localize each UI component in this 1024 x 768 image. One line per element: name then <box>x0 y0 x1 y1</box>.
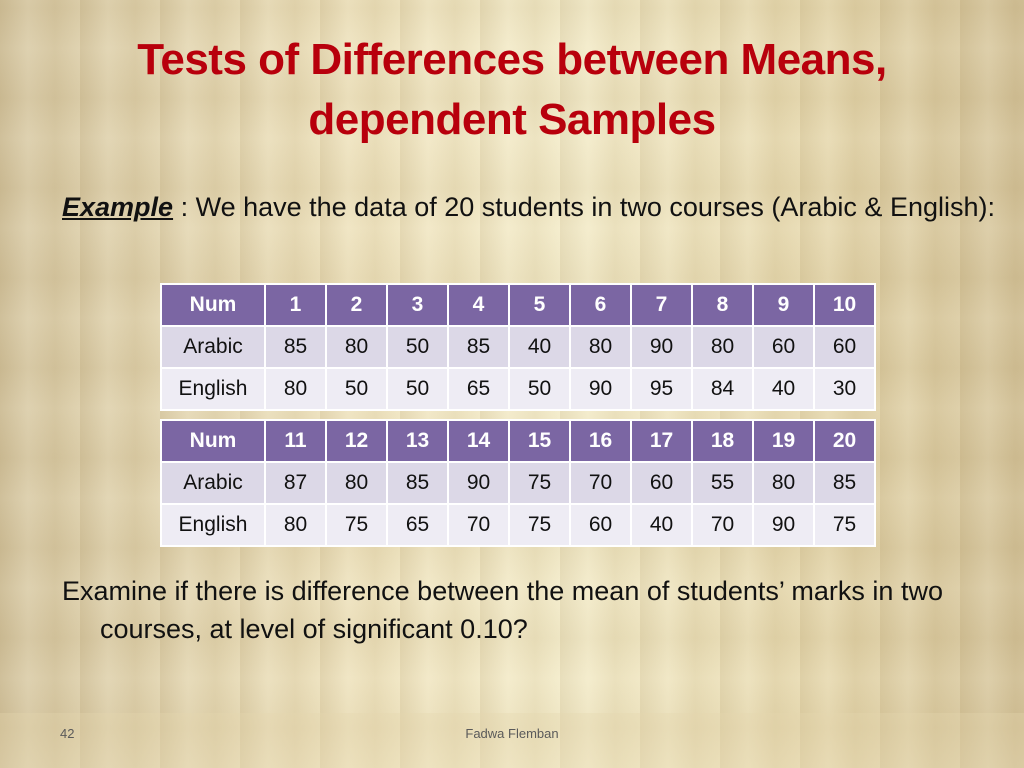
table-cell: 80 <box>570 326 631 368</box>
table-header-cell: 12 <box>326 420 387 462</box>
table-cell: 50 <box>509 368 570 410</box>
example-text: : We have the data of 20 students in two courses (Arabic & English): <box>173 192 995 222</box>
table-cell: 60 <box>753 326 814 368</box>
table-cell: 87 <box>265 462 326 504</box>
table-cell: 85 <box>448 326 509 368</box>
example-label: Example <box>62 192 174 222</box>
question-text: Examine if there is difference between the mean of students’ marks in two courses, at level of significant 0.10? <box>62 576 943 644</box>
table-cell: 80 <box>265 368 326 410</box>
table-cell: 80 <box>753 462 814 504</box>
table-row-english <box>161 504 875 546</box>
table-header-cell: 17 <box>631 420 692 462</box>
table-header-cell: 19 <box>753 420 814 462</box>
table-cell: 65 <box>387 504 448 546</box>
table-cell: 90 <box>631 326 692 368</box>
table-cell: 75 <box>326 504 387 546</box>
table-header-cell: Num <box>161 284 265 326</box>
table-header-cell: 14 <box>448 420 509 462</box>
table-header-cell: 18 <box>692 420 753 462</box>
table-cell: 85 <box>387 462 448 504</box>
footer-author: Fadwa Flemban <box>465 726 559 741</box>
data-table-1 <box>160 283 876 411</box>
table-cell: English <box>161 504 265 546</box>
table-cell: 90 <box>753 504 814 546</box>
table-row-english <box>161 368 875 410</box>
slide-title: Tests of Differences between Means, dependent Samples <box>137 35 887 144</box>
table-cell: 80 <box>692 326 753 368</box>
table-cell: 95 <box>631 368 692 410</box>
table-cell: 50 <box>326 368 387 410</box>
table-header-cell: 9 <box>753 284 814 326</box>
table-cell: 75 <box>509 504 570 546</box>
table-cell: 60 <box>631 462 692 504</box>
table-cell: Arabic <box>161 326 265 368</box>
page-number: 42 <box>60 726 75 741</box>
table-header-cell: 1 <box>265 284 326 326</box>
table-cell: 80 <box>326 326 387 368</box>
table-cell: 30 <box>814 368 875 410</box>
table-cell: 55 <box>692 462 753 504</box>
table-cell: English <box>161 368 265 410</box>
table-cell: 60 <box>814 326 875 368</box>
data-table-2 <box>160 419 876 547</box>
table-header-cell: 20 <box>814 420 875 462</box>
table-cell: 40 <box>753 368 814 410</box>
table-row-arabic <box>161 462 875 504</box>
table-cell: 85 <box>265 326 326 368</box>
table-cell: 50 <box>387 326 448 368</box>
table-header-cell: 3 <box>387 284 448 326</box>
table-header-cell: 10 <box>814 284 875 326</box>
table-header-cell: 5 <box>509 284 570 326</box>
table-header-cell: 7 <box>631 284 692 326</box>
table-header-cell: 15 <box>509 420 570 462</box>
table-cell: 40 <box>631 504 692 546</box>
table-header-cell: Num <box>161 420 265 462</box>
table-header-cell: 4 <box>448 284 509 326</box>
table-cell: 84 <box>692 368 753 410</box>
table-header-row <box>161 284 875 326</box>
table-cell: 75 <box>814 504 875 546</box>
table-header-cell: 8 <box>692 284 753 326</box>
table-header-cell: 16 <box>570 420 631 462</box>
table-cell: 60 <box>570 504 631 546</box>
table-cell: 65 <box>448 368 509 410</box>
table-header-cell: 11 <box>265 420 326 462</box>
table-cell: 70 <box>570 462 631 504</box>
table-cell: 75 <box>509 462 570 504</box>
table-cell: 85 <box>814 462 875 504</box>
example-intro <box>62 188 1000 226</box>
table-cell: 70 <box>448 504 509 546</box>
table-header-cell: 13 <box>387 420 448 462</box>
table-cell: 50 <box>387 368 448 410</box>
table-header-cell: 6 <box>570 284 631 326</box>
table-cell: 80 <box>326 462 387 504</box>
table-header-row <box>161 420 875 462</box>
table-cell: 40 <box>509 326 570 368</box>
table-cell: 70 <box>692 504 753 546</box>
table-cell: 80 <box>265 504 326 546</box>
table-cell: 90 <box>448 462 509 504</box>
table-cell: Arabic <box>161 462 265 504</box>
table-header-cell: 2 <box>326 284 387 326</box>
table-cell: 90 <box>570 368 631 410</box>
table-row-arabic <box>161 326 875 368</box>
